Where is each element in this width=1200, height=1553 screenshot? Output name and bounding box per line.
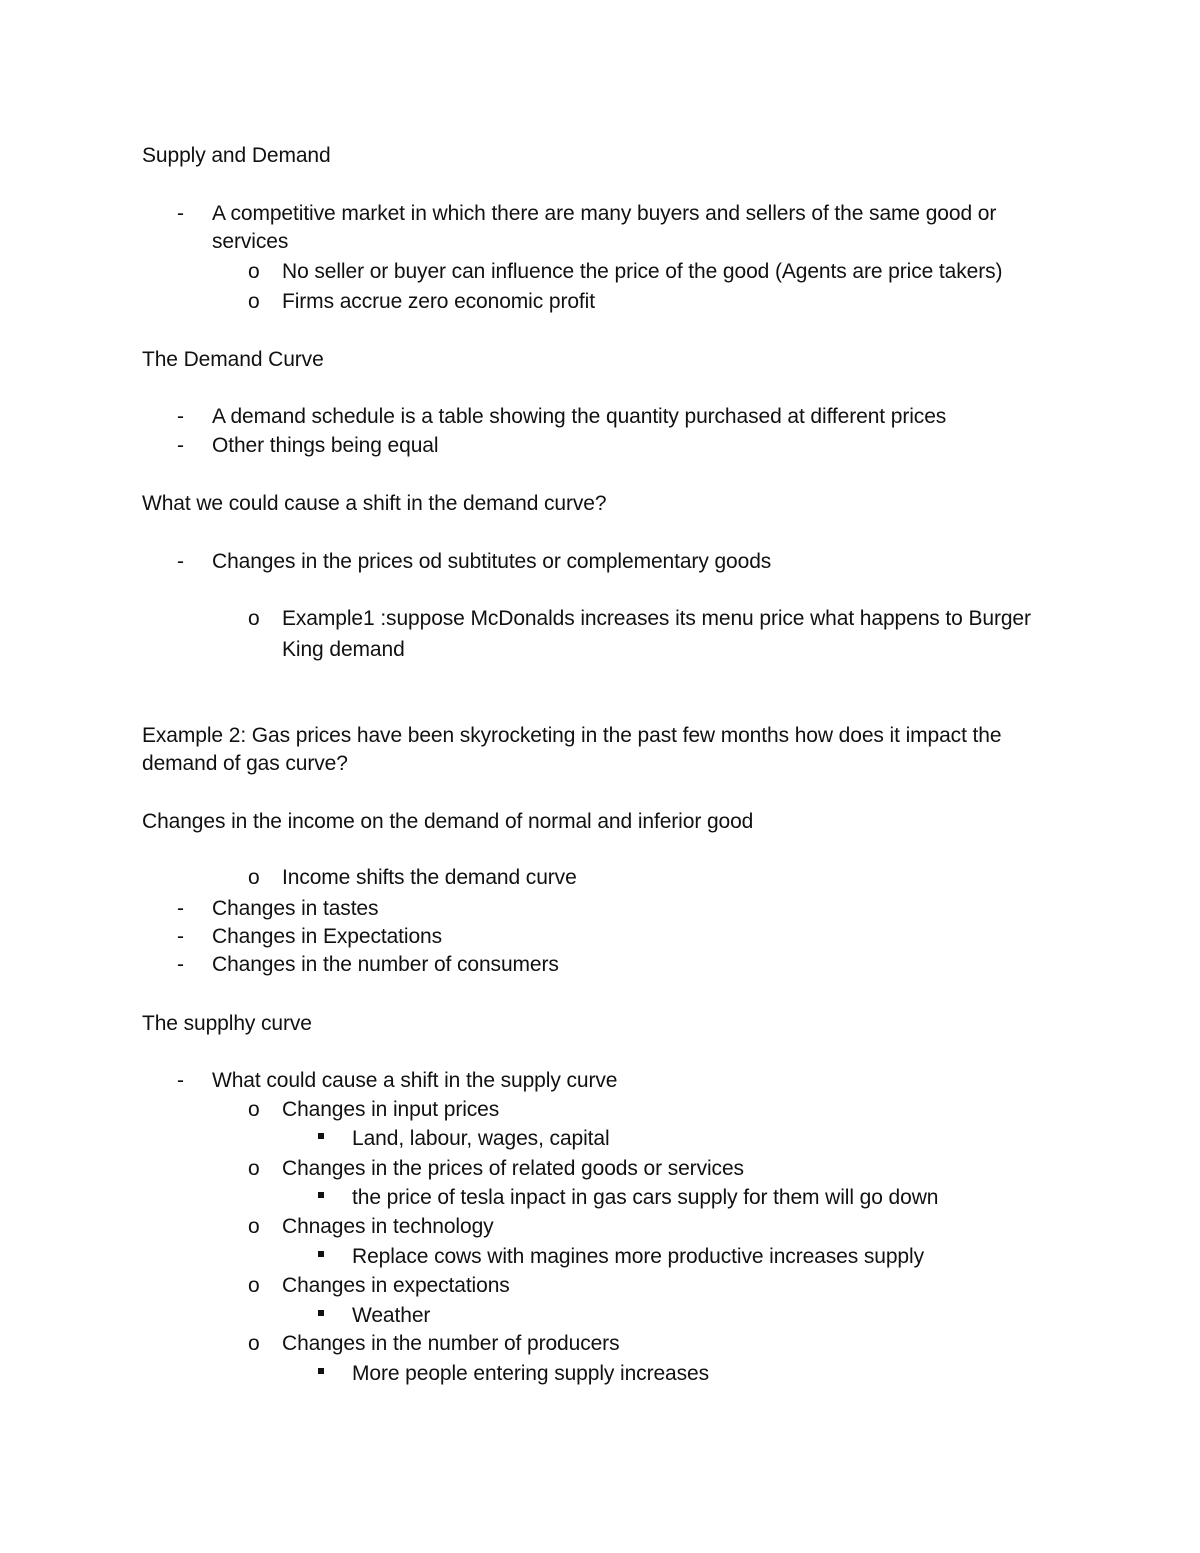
dash-bullet: - xyxy=(177,897,184,920)
example2-paragraph: Example 2: Gas prices have been skyrocketing in the past few months how does it impact the xyxy=(142,724,1002,747)
paragraph-income: Changes in the income on the demand of normal and inferior good xyxy=(142,810,754,833)
circle-bullet: o xyxy=(248,1274,260,1297)
example2-paragraph-cont: demand of gas curve? xyxy=(142,752,348,775)
list-item-expectations: Changes in Expectations xyxy=(212,925,443,948)
subsub-item-cows: Replace cows with magines more productive increases supply xyxy=(352,1245,924,1268)
list-item-shift-supply: What could cause a shift in the supply curve xyxy=(212,1069,618,1092)
list-item-competitive-market: A competitive market in which there are many buyers and sellers of the same good or xyxy=(212,202,997,225)
sub-item-input-prices: Changes in input prices xyxy=(282,1098,500,1121)
sub-item-zero-profit: Firms accrue zero economic profit xyxy=(282,290,595,313)
sub-item-technology: Chnages in technology xyxy=(282,1215,494,1238)
sub-item-producers: Changes in the number of producers xyxy=(282,1332,620,1355)
list-item-demand-schedule: A demand schedule is a table showing the quantity purchased at different prices xyxy=(212,405,947,428)
list-item-tastes: Changes in tastes xyxy=(212,897,379,920)
heading-supply-demand: Supply and Demand xyxy=(142,144,331,167)
dash-bullet: - xyxy=(177,405,184,428)
circle-bullet: o xyxy=(248,1332,260,1355)
dash-bullet: - xyxy=(177,925,184,948)
question-shift-demand: What we could cause a shift in the demand curve? xyxy=(142,492,607,515)
sub-item-example1: Example1 :suppose McDonalds increases its menu price what happens to Burger xyxy=(282,607,1031,630)
list-item-consumers: Changes in the number of consumers xyxy=(212,953,559,976)
square-bullet-icon xyxy=(318,1192,324,1198)
list-item-other-things: Other things being equal xyxy=(212,434,439,457)
circle-bullet: o xyxy=(248,866,260,889)
circle-bullet: o xyxy=(248,1157,260,1180)
square-bullet-icon xyxy=(318,1251,324,1257)
sub-item-expectations: Changes in expectations xyxy=(282,1274,510,1297)
square-bullet-icon xyxy=(318,1133,324,1139)
subsub-item-land: Land, labour, wages, capital xyxy=(352,1127,610,1150)
circle-bullet: o xyxy=(248,1215,260,1238)
heading-demand-curve: The Demand Curve xyxy=(142,348,324,371)
sub-item-related-goods: Changes in the prices of related goods or services xyxy=(282,1157,744,1180)
dash-bullet: - xyxy=(177,1069,184,1092)
dash-bullet: - xyxy=(177,550,184,573)
sub-item-no-seller: No seller or buyer can influence the price of the good (Agents are price takers) xyxy=(282,260,1003,283)
square-bullet-icon xyxy=(318,1368,324,1374)
sub-item-example1-cont: King demand xyxy=(282,638,405,661)
list-item-prices-substitutes: Changes in the prices od subtitutes or complementary goods xyxy=(212,550,772,573)
subsub-item-tesla: the price of tesla inpact in gas cars supply for them will go down xyxy=(352,1186,939,1209)
circle-bullet: o xyxy=(248,1098,260,1121)
circle-bullet: o xyxy=(248,607,260,630)
dash-bullet: - xyxy=(177,434,184,457)
subsub-item-more-people: More people entering supply increases xyxy=(352,1362,710,1385)
sub-item-income-shifts: Income shifts the demand curve xyxy=(282,866,577,889)
square-bullet-icon xyxy=(318,1310,324,1316)
list-item-competitive-market-cont: services xyxy=(212,230,289,253)
dash-bullet: - xyxy=(177,953,184,976)
dash-bullet: - xyxy=(177,202,184,225)
heading-supply-curve: The supplhy curve xyxy=(142,1012,312,1035)
circle-bullet: o xyxy=(248,290,260,313)
circle-bullet: o xyxy=(248,260,260,283)
subsub-item-weather: Weather xyxy=(352,1304,431,1327)
